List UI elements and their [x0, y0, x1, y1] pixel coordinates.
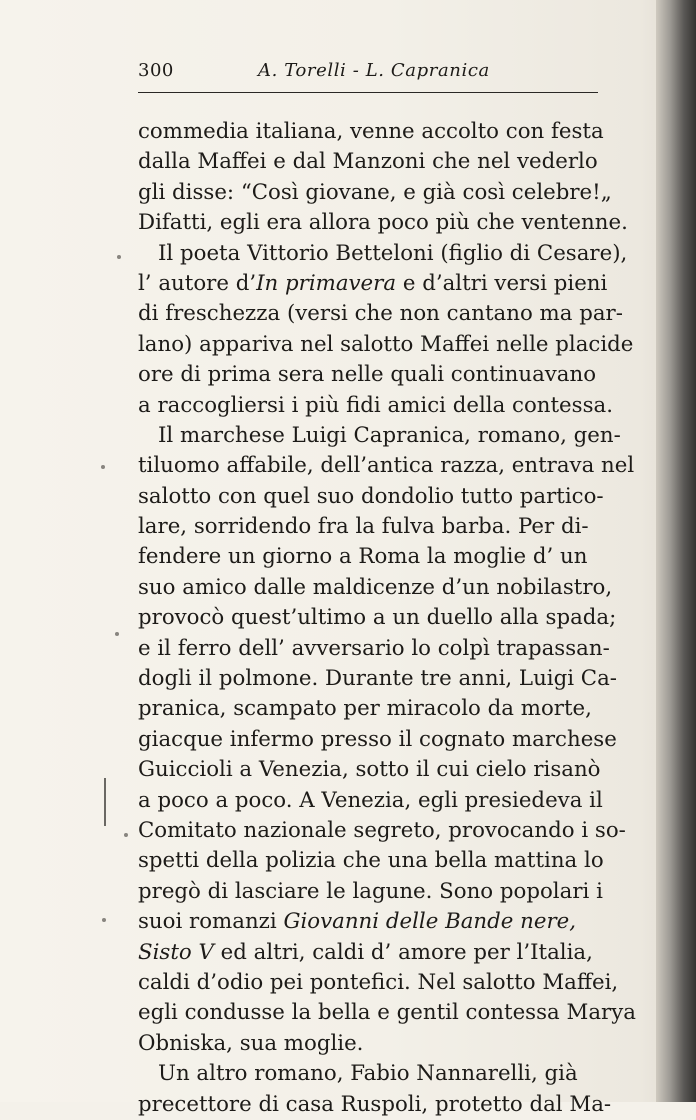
- text-line: fendere un giorno a Roma la moglie d’ un: [138, 544, 588, 570]
- text-line: gli disse: “Così giovane, e già così celebre!„: [138, 179, 612, 205]
- text-line: Guiccioli a Venezia, sotto il cui cielo risanò: [138, 757, 601, 783]
- text-line: egli condusse la bella e gentil contessa Marya: [138, 1000, 636, 1026]
- text-line: pregò di lasciare le lagune. Sono popolari i: [138, 878, 603, 904]
- text-line: Obniska, sua moglie.: [138, 1030, 364, 1056]
- text-line: spetti della polizia che una bella mattina lo: [138, 848, 604, 874]
- text-line: a raccogliersi i più fidi amici della contessa.: [138, 392, 613, 418]
- paragraph-start-line: Un altro romano, Fabio Nannarelli, già: [158, 1061, 578, 1087]
- text-line: di freschezza (versi che non cantano ma par-: [138, 301, 623, 327]
- text-line: provocò quest’ultimo a un duello alla spada;: [138, 605, 617, 631]
- text-line: suo amico dalle maldicenze d’un nobilastro,: [138, 574, 613, 600]
- body-text: [138, 117, 636, 1120]
- text-line: pranica, scampato per miracolo da morte,: [138, 696, 592, 722]
- text-line: lano) appariva nel salotto Maffei nelle placide: [138, 331, 634, 357]
- text-line-with-italic: suoi romanzi Giovanni delle Bande nere,: [138, 907, 598, 937]
- margin-dot: [117, 255, 121, 259]
- running-title: A. Torelli - L. Capranica: [258, 60, 490, 81]
- margin-dot: [115, 632, 119, 636]
- paragraph-start-line: Il marchese Luigi Capranica, romano, gen-: [158, 422, 621, 448]
- text-line: lare, sorridendo fra la fulva barba. Per di-: [138, 514, 589, 540]
- text-line: e il ferro dell’ avversario lo colpì trapassan-: [138, 635, 610, 661]
- margin-dot: [101, 465, 105, 469]
- text-line: tiluomo affabile, dell’antica razza, entrava nel: [138, 453, 635, 479]
- paragraph-start-line: Il poeta Vittorio Betteloni (figlio di Cesare),: [158, 240, 628, 266]
- text-line: Comitato nazionale segreto, provocando i so-: [138, 817, 626, 843]
- text-line: salotto con quel suo dondolio tutto partico-: [138, 483, 604, 509]
- text-line: giacque infermo presso il cognato marchese: [138, 726, 617, 752]
- text-line: precettore di casa Ruspoli, protetto dal Ma-: [138, 1091, 612, 1117]
- text-line-with-italic: Sisto V ed altri, caldi d’ amore per l’Italia,: [138, 938, 598, 968]
- text-line: dalla Maffei e dal Manzoni che nel vederlo: [138, 149, 598, 175]
- margin-dot: [102, 918, 106, 922]
- italic-title: Sisto V: [138, 939, 214, 965]
- book-spine-shadow: [656, 0, 696, 1102]
- italic-title: In primavera: [256, 270, 397, 296]
- text-line: commedia italiana, venne accolto con festa: [138, 119, 604, 144]
- text-line: ore di prima sera nelle quali continuavano: [138, 362, 597, 388]
- margin-dot: [124, 833, 128, 837]
- margin-mark: [104, 778, 106, 826]
- page-number: 300: [138, 60, 174, 81]
- italic-title: Giovanni delle Bande nere,: [283, 909, 577, 935]
- text-line: dogli il polmone. Durante tre anni, Luigi Ca-: [138, 666, 617, 692]
- text-line: caldi d’odio pei pontefici. Nel salotto Maffei,: [138, 969, 619, 995]
- text-line: Difatti, egli era allora poco più che ventenne.: [138, 210, 628, 236]
- running-header: [138, 58, 598, 93]
- text-line-with-italic: l’ autore d’In primavera e d’altri versi pieni: [138, 269, 598, 299]
- text-line: a poco a poco. A Venezia, egli presiedeva il: [138, 787, 603, 813]
